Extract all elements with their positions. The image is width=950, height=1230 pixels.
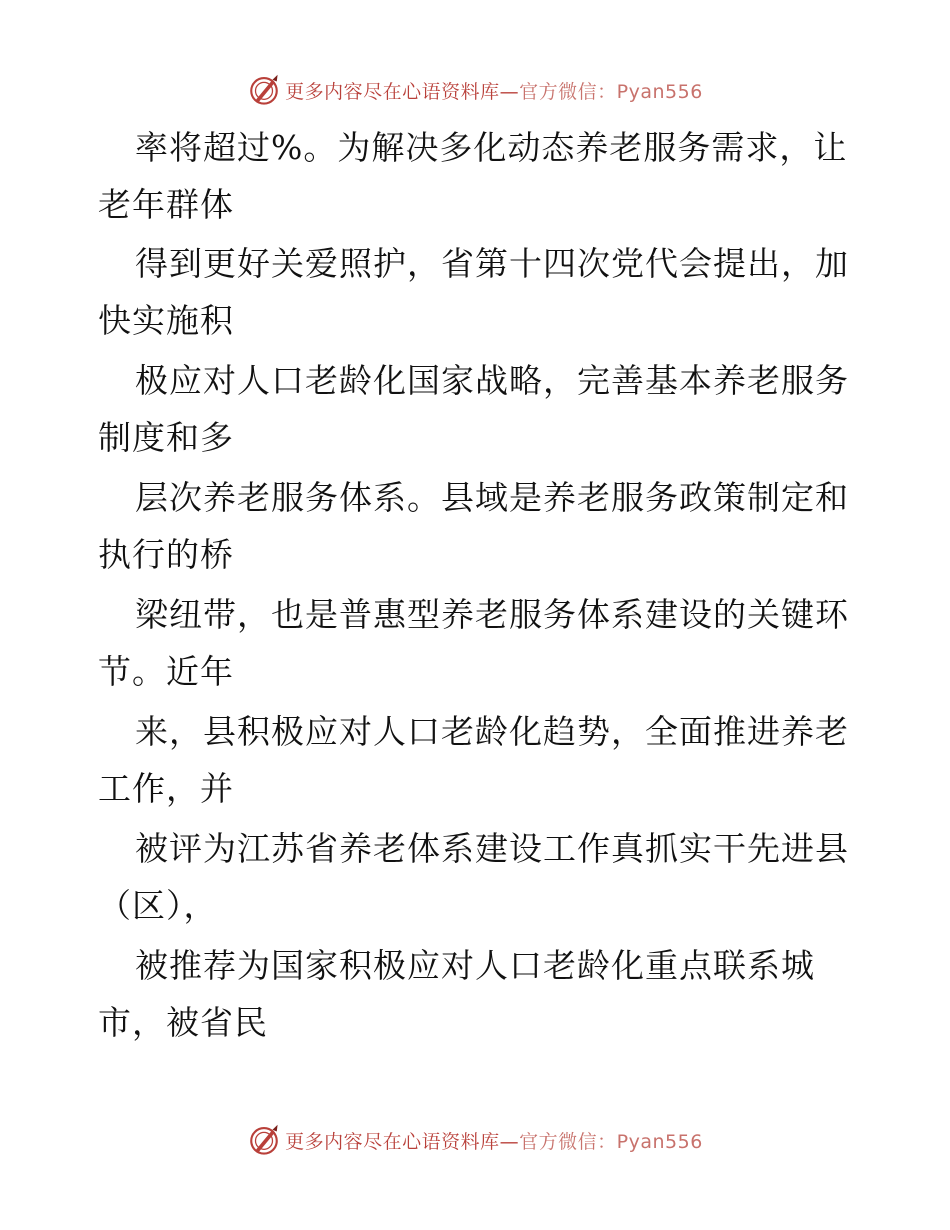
body-line: 被评为江苏省养老体系建设工作真抓实干先进县 (135, 829, 849, 868)
banner-dash: — (499, 1130, 520, 1153)
body-line: 快实施积 (98, 301, 234, 340)
body-line: 老年群体 (98, 185, 234, 224)
banner-wechat-text: 官方微信：Pyan556 (519, 80, 703, 103)
banner-dash: — (499, 80, 520, 103)
banner-text (285, 1127, 703, 1154)
header-banner (0, 70, 950, 110)
body-line: 极应对人口老龄化国家战略，完善基本养老服务 (135, 361, 849, 400)
body-line: 被推荐为国家积极应对人口老龄化重点联系城 (135, 946, 815, 985)
body-line: 执行的桥 (98, 535, 234, 574)
banner-text (285, 77, 703, 104)
banner-wechat-text: 官方微信：Pyan556 (519, 1130, 703, 1153)
body-line: 率将超过%。为解决多化动态养老服务需求，让 (135, 128, 848, 167)
body-line: 得到更好关爱照护，省第十四次党代会提出，加 (135, 244, 849, 283)
body-line: 制度和多 (98, 418, 234, 457)
banner-site-text: 更多内容尽在心语资料库 (285, 80, 500, 103)
quill-pen-logo-icon (247, 73, 281, 107)
body-line: （区）， (98, 886, 218, 925)
body-line: 工作，并 (98, 769, 234, 808)
quill-pen-logo-icon (247, 1123, 281, 1157)
footer-banner (0, 1120, 950, 1160)
banner-site-text: 更多内容尽在心语资料库 (285, 1130, 500, 1153)
body-line: 节。近年 (98, 652, 234, 691)
body-line: 来，县积极应对人口老龄化趋势，全面推进养老 (135, 712, 849, 751)
body-line: 层次养老服务体系。县域是养老服务政策制定和 (135, 478, 849, 517)
body-line: 市，被省民 (98, 1003, 268, 1042)
body-line: 梁纽带，也是普惠型养老服务体系建设的关键环 (135, 595, 849, 634)
